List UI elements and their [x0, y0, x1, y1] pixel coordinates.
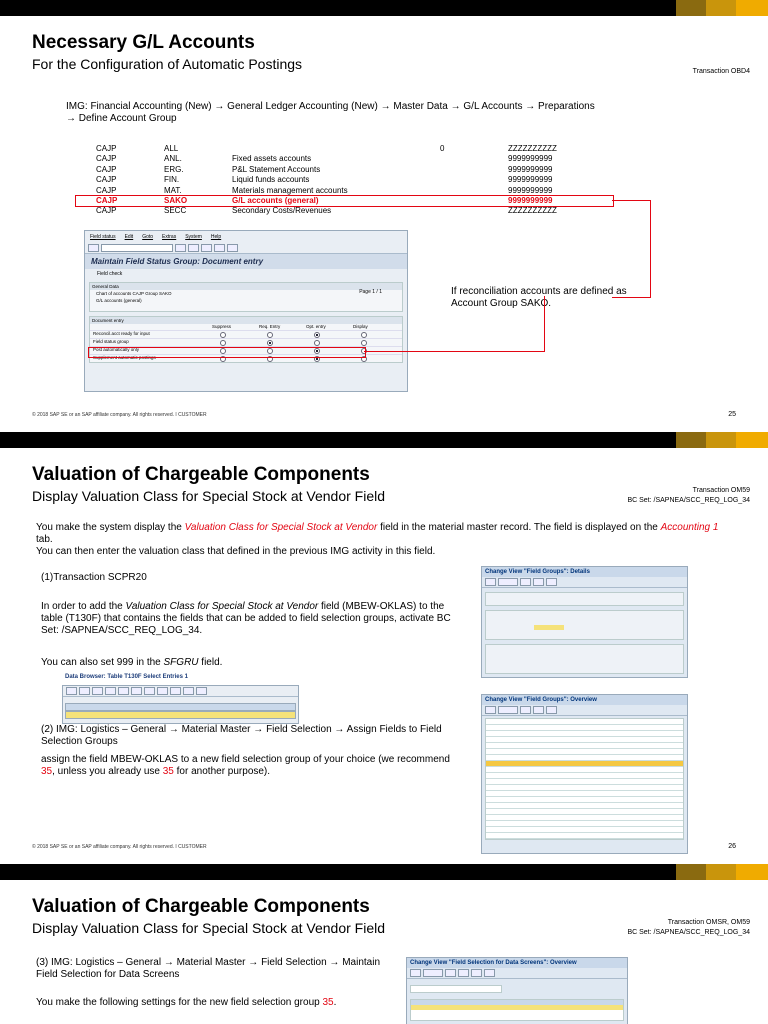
account-row: CAJP ALL 0 ZZZZZZZZZZ: [96, 144, 557, 153]
field-status-row: Field status group: [90, 338, 402, 346]
page-indicator: Page 1 / 1: [359, 289, 382, 295]
slide-subtitle: Display Valuation Class for Special Stock at Vendor Field: [32, 920, 386, 936]
slide-3: [0, 864, 768, 1024]
footer: © 2018 SAP SE or an SAP affiliate company. All rights reserved. ǀ CUSTOMER: [32, 412, 207, 418]
column-header: Suppress: [212, 324, 232, 329]
sap-screen-field-status: [84, 230, 408, 392]
slide-subtitle: For the Configuration of Automatic Postings: [32, 56, 303, 72]
transaction-label: Transaction OM59 BC Set: /SAPNEA/SCC_REQ_LOG_34: [627, 487, 750, 504]
column-header: Opt. entry: [306, 324, 326, 329]
intro-text: You make the system display the Valuation Class for Special Stock at Vendor field in the material master record. The field is displayed on the Accounting 1 tab. You can then enter the valuation class that defined in the previous IMG activity in this field.: [36, 522, 719, 557]
table-row: [486, 833, 683, 839]
transaction-label: Transaction OBD4: [692, 68, 750, 75]
slide-title: Valuation of Chargeable Components: [32, 464, 370, 485]
data-browser-screen: [62, 685, 299, 724]
menu-bar: [85, 231, 407, 243]
img-path: IMG: Financial Accounting (New) → General Ledger Accounting (New) → Master Data → G/L Accounts → Preparations → Define Account Group: [66, 101, 595, 124]
menu-item[interactable]: System: [185, 234, 202, 240]
general-data-label: General Data: [90, 283, 402, 290]
callout-connector: [364, 296, 545, 352]
group-desc: G/L accounts (general): [96, 298, 142, 303]
step2: (2) IMG: Logistics – General → Material Master → Field Selection → Assign Fields to Field Selection Groups: [41, 724, 442, 747]
field-selection-screen: Change View "Field Selection for Data Screens": Overview: [406, 957, 628, 1024]
menu-item[interactable]: Extras: [162, 234, 177, 240]
field-status-row: Supplement automatic postings: [90, 354, 402, 362]
step1: (1)Transaction SCPR20: [41, 572, 147, 583]
data-browser-title: Data Browser: Table T130F Select Entries 1: [65, 674, 188, 680]
slide-2: [0, 432, 768, 864]
column-header: Req. Entry: [259, 324, 281, 329]
chart-label: Chart of accounts CAJP Group SAKO: [96, 291, 172, 296]
transaction-label: Transaction OMSR, OM59 BC Set: /SAPNEA/SCC_REQ_LOG_34: [627, 919, 750, 936]
account-row: CAJP FIN. Liquid funds accounts 9999999999: [96, 175, 553, 185]
toolbar: [85, 243, 407, 254]
menu-item[interactable]: Edit: [124, 234, 134, 240]
para-assign: assign the field MBEW-OKLAS to a new field selection group of your choice (we recommend 35, unless you already use 35 for another purpose).: [41, 754, 450, 777]
account-row: CAJP MAT. Materials management accounts 9999999999: [96, 185, 553, 195]
para-settings: You make the following settings for the new field selection group 35.: [36, 997, 337, 1008]
field-groups-overview-screen: Change View "Field Groups": Overview: [481, 694, 688, 854]
page-number: 25: [728, 411, 736, 418]
top-bar: [0, 0, 768, 16]
top-bar: [0, 864, 768, 880]
field-status-row: Post automatically only: [90, 346, 402, 354]
step3: (3) IMG: Logistics – General → Material Master → Field Selection → Maintain Field Selection for Data Screens: [36, 957, 381, 980]
footer: © 2018 SAP SE or an SAP affiliate company. All rights reserved. ǀ CUSTOMER: [32, 844, 207, 850]
column-header: Display: [353, 324, 368, 329]
account-row: CAJP SAKO G/L accounts (general) 9999999999: [96, 195, 553, 205]
toolbar: [63, 686, 298, 697]
field-check-button[interactable]: Field check: [97, 271, 123, 277]
account-row: CAJP SECC Secondary Costs/Revenues ZZZZZZZZZZ: [96, 206, 557, 216]
top-bar: [0, 432, 768, 448]
slide-1: [0, 0, 768, 432]
page-number: 26: [728, 843, 736, 850]
sako-highlight: [75, 195, 614, 207]
menu-item[interactable]: Help: [210, 234, 222, 240]
reconcil-highlight: [88, 347, 366, 358]
slide-title: Valuation of Chargeable Components: [32, 896, 370, 917]
menu-item[interactable]: Goto: [142, 234, 154, 240]
callout-text: If reconciliation accounts are defined as Account Group SAKO.: [451, 286, 627, 309]
field-groups-details-screen: Change View "Field Groups": Details: [481, 566, 688, 678]
slide-subtitle: Display Valuation Class for Special Stock at Vendor Field: [32, 488, 386, 504]
account-row: CAJP ERG. P&L Statement Accounts 9999999999: [96, 164, 553, 174]
screen-title: Maintain Field Status Group: Document entry: [85, 254, 407, 269]
account-row: CAJP ANL. Fixed assets accounts 9999999999: [96, 154, 553, 164]
para-scpr20: In order to add the Valuation Class for Special Stock at Vendor field (MBEW-OKLAS) to the table (T130F) that contains the fields that can be added to field selection groups, activate BC Set: /SAPNEA/SCC_REQ_LOG_34.: [41, 601, 451, 636]
slide-title: Necessary G/L Accounts: [32, 32, 255, 53]
connector-line: [612, 200, 651, 298]
doc-entry-header: Document entry: [90, 317, 402, 324]
menu-item[interactable]: Field status: [90, 234, 116, 240]
para-sfgru: You can also set 999 in the SFGRU field.: [41, 657, 223, 668]
field-status-row: Reconcil.acct ready for input: [90, 330, 402, 338]
